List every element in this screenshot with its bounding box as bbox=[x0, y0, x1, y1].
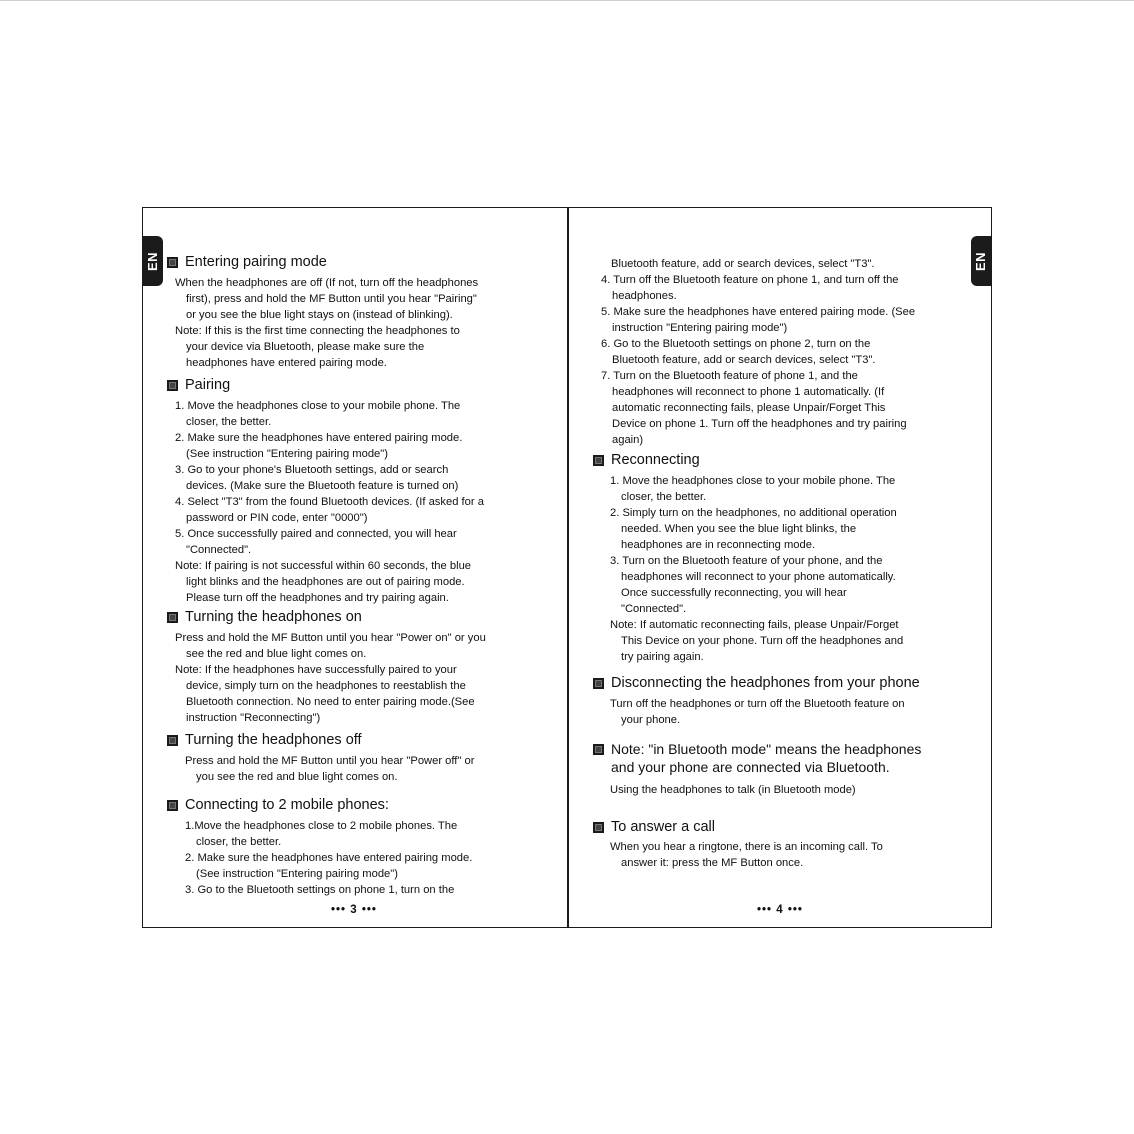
language-tab-label: EN bbox=[973, 251, 989, 271]
step-line: 1. Move the headphones close to your mobile phone. The bbox=[175, 400, 461, 412]
text-line: password or PIN code, enter "0000") bbox=[186, 512, 368, 524]
text-line: Once successfully reconnecting, you will hear bbox=[621, 587, 847, 599]
text-line: needed. When you see the blue light blinks, the bbox=[621, 523, 857, 535]
text-line: (See instruction "Entering pairing mode") bbox=[196, 868, 398, 880]
text-line: instruction "Entering pairing mode") bbox=[612, 322, 788, 334]
page-3 bbox=[165, 208, 545, 927]
text-line: When the headphones are off (If not, turn off the headphones bbox=[175, 277, 479, 289]
bullet-square-icon bbox=[167, 380, 178, 391]
bullet-square-icon bbox=[593, 744, 604, 755]
text-line: headphones will reconnect to your phone automatically. bbox=[621, 571, 896, 583]
text-line: or you see the blue light stays on (instead of blinking). bbox=[186, 309, 453, 321]
page-divider bbox=[567, 208, 569, 927]
heading-entering-pairing-mode: Entering pairing mode bbox=[167, 254, 327, 270]
bullet-square-icon bbox=[593, 455, 604, 466]
bullet-square-icon bbox=[167, 735, 178, 746]
text-line: When you hear a ringtone, there is an incoming call. To bbox=[610, 841, 883, 853]
text-line: headphones. bbox=[612, 290, 677, 302]
text-line: you see the red and blue light comes on. bbox=[196, 771, 398, 783]
heading-answer-call: To answer a call bbox=[593, 819, 715, 835]
bullet-square-icon bbox=[167, 257, 178, 268]
text-line: headphones will reconnect to phone 1 automatically. (If bbox=[612, 386, 885, 398]
step-line: 7. Turn on the Bluetooth feature of phone 1, and the bbox=[601, 370, 858, 382]
text-line: first), press and hold the MF Button until you hear "Pairing" bbox=[186, 293, 477, 305]
text-line: device, simply turn on the headphones to reestablish the bbox=[186, 680, 466, 692]
text-line: Device on phone 1. Turn off the headphones and try pairing bbox=[612, 418, 907, 430]
heading-pairing: Pairing bbox=[167, 377, 230, 393]
text-line: answer it: press the MF Button once. bbox=[621, 857, 804, 869]
heading-connecting-2-phones: Connecting to 2 mobile phones: bbox=[167, 797, 389, 813]
text-line: devices. (Make sure the Bluetooth feature is turned on) bbox=[186, 480, 459, 492]
text-line: your phone. bbox=[621, 714, 681, 726]
text-line: again) bbox=[612, 434, 644, 446]
bullet-square-icon bbox=[593, 678, 604, 689]
text-line: headphones are in reconnecting mode. bbox=[621, 539, 816, 551]
step-line: 2. Make sure the headphones have entered pairing mode. bbox=[185, 852, 473, 864]
step-line: 2. Make sure the headphones have entered pairing mode. bbox=[175, 432, 463, 444]
text-line: "Connected". bbox=[186, 544, 252, 556]
text-line: headphones have entered pairing mode. bbox=[186, 357, 387, 369]
step-line: 5. Make sure the headphones have entered pairing mode. (See bbox=[601, 306, 916, 318]
text-line: closer, the better. bbox=[186, 416, 272, 428]
top-edge-line bbox=[0, 0, 1134, 1]
text-line: Bluetooth connection. No need to enter pairing mode.(See bbox=[186, 696, 475, 708]
heading-continuation: and your phone are connected via Bluetooth. bbox=[611, 759, 890, 775]
text-line: automatic reconnecting fails, please Unpair/Forget This bbox=[612, 402, 886, 414]
step-line: 5. Once successfully paired and connected, you will hear bbox=[175, 528, 457, 540]
note-line: Note: If pairing is not successful within 60 seconds, the blue bbox=[175, 560, 472, 572]
step-line: 3. Turn on the Bluetooth feature of your phone, and the bbox=[610, 555, 883, 567]
bullet-square-icon bbox=[167, 800, 178, 811]
heading-disconnecting: Disconnecting the headphones from your phone bbox=[593, 675, 920, 691]
language-tab-left bbox=[143, 236, 163, 286]
note-line: Note: If the headphones have successfully paired to your bbox=[175, 664, 457, 676]
text-line: Press and hold the MF Button until you hear "Power off" or bbox=[185, 755, 475, 767]
step-line: 2. Simply turn on the headphones, no additional operation bbox=[610, 507, 897, 519]
text-line: Bluetooth feature, add or search devices, select "T3". bbox=[611, 258, 875, 270]
language-tab-label: EN bbox=[145, 251, 161, 271]
text-line: This Device on your phone. Turn off the headphones and bbox=[621, 635, 904, 647]
step-line: 3. Go to the Bluetooth settings on phone 1, turn on the bbox=[185, 884, 455, 896]
step-line: 4. Select "T3" from the found Bluetooth devices. (If asked for a bbox=[175, 496, 484, 508]
text-line: "Connected". bbox=[621, 603, 687, 615]
text-line: Press and hold the MF Button until you hear "Power on" or you bbox=[175, 632, 486, 644]
text-line: your device via Bluetooth, please make sure the bbox=[186, 341, 425, 353]
text-line: closer, the better. bbox=[196, 836, 282, 848]
step-line: 1. Move the headphones close to your mobile phone. The bbox=[610, 475, 896, 487]
text-line: closer, the better. bbox=[621, 491, 707, 503]
heading-turning-on: Turning the headphones on bbox=[167, 609, 362, 625]
text-line: Turn off the headphones or turn off the Bluetooth feature on bbox=[610, 698, 905, 710]
text-line: (See instruction "Entering pairing mode") bbox=[186, 448, 388, 460]
text-line: instruction "Reconnecting") bbox=[186, 712, 321, 724]
text-line: Using the headphones to talk (in Bluetooth mode) bbox=[610, 784, 856, 796]
bullet-square-icon bbox=[167, 612, 178, 623]
step-line: 3. Go to your phone's Bluetooth settings, add or search bbox=[175, 464, 449, 476]
text-line: try pairing again. bbox=[621, 651, 704, 663]
note-line: Note: If this is the first time connecting the headphones to bbox=[175, 325, 460, 337]
language-tab-right bbox=[971, 236, 991, 286]
heading-bluetooth-mode-note: Note: "in Bluetooth mode" means the headphones bbox=[593, 740, 921, 760]
page-4 bbox=[591, 208, 971, 927]
page-number: ••• 3 ••• bbox=[331, 904, 377, 916]
text-line: see the red and blue light comes on. bbox=[186, 648, 367, 660]
text-line: Bluetooth feature, add or search devices, select "T3". bbox=[612, 354, 876, 366]
step-line: 1.Move the headphones close to 2 mobile phones. The bbox=[185, 820, 458, 832]
heading-turning-off: Turning the headphones off bbox=[167, 732, 362, 748]
note-line: Note: If automatic reconnecting fails, please Unpair/Forget bbox=[610, 619, 899, 631]
heading-reconnecting: Reconnecting bbox=[593, 452, 700, 468]
page-number: ••• 4 ••• bbox=[757, 904, 803, 916]
step-line: 6. Go to the Bluetooth settings on phone 2, turn on the bbox=[601, 338, 871, 350]
step-line: 4. Turn off the Bluetooth feature on phone 1, and turn off the bbox=[601, 274, 899, 286]
manual-spread bbox=[142, 207, 992, 928]
text-line: Please turn off the headphones and try pairing again. bbox=[186, 592, 449, 604]
text-line: light blinks and the headphones are out of pairing mode. bbox=[186, 576, 465, 588]
bullet-square-icon bbox=[593, 822, 604, 833]
